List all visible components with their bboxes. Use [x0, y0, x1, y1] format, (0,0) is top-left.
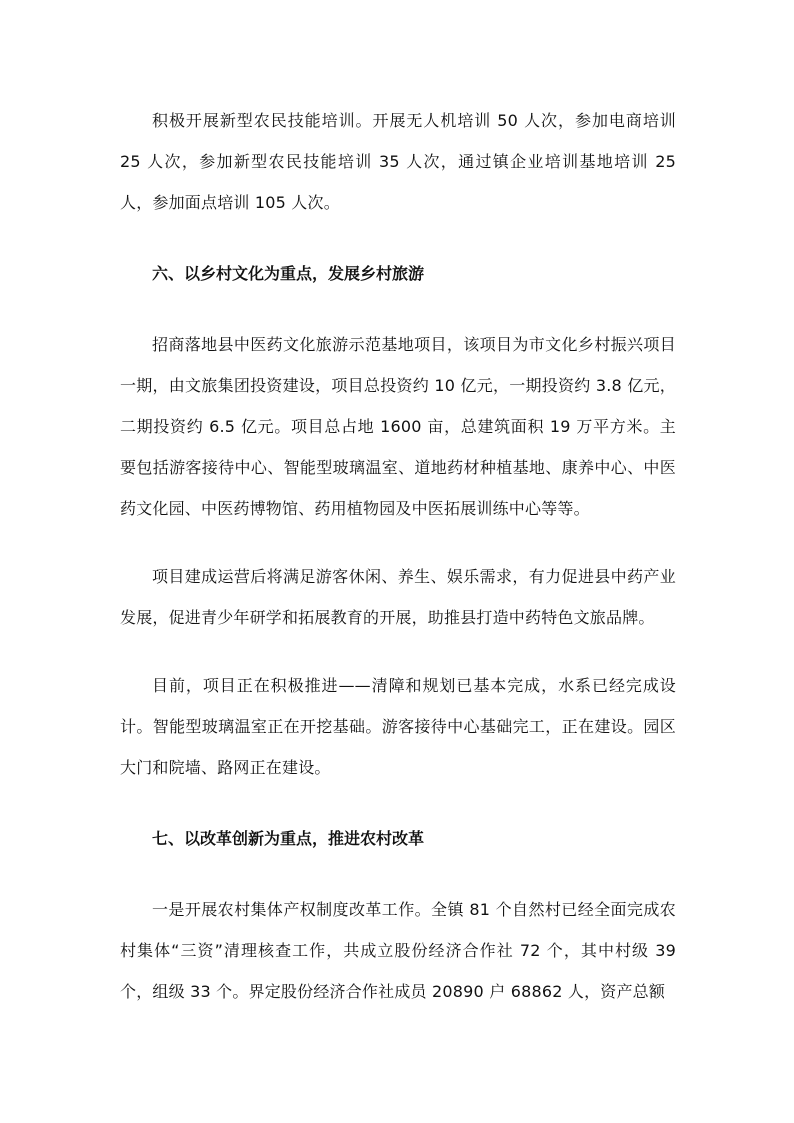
paragraph-project-progress: 目前，项目正在积极推进——清障和规划已基本完成，水系已经完成设计。智能型玻璃温室正在开挖基础。游客接待中心基础完工，正在建设。园区大门和院墙、路网正在建设。	[120, 676, 676, 777]
spacer	[120, 788, 676, 818]
paragraph-tcm-tourism-project: 招商落地县中医药文化旅游示范基地项目，该项目为市文化乡村振兴项目一期，由文旅集团投资建设，项目总投资约 10 亿元，一期投资约 3.8 亿元，二期投资约 6.5 亿元。项目总占地 1600 亩，总建筑面积 19 万平方米。主要包括游客接待中心、智能型玻璃温室、道地药材种植基地、康养中心、中医药文化园、中医药博物馆、药用植物园及中医拓展训练中心等等。	[120, 335, 676, 518]
paragraph-project-benefits: 项目建成运营后将满足游客休闲、养生、娱乐需求，有力促进县中药产业发展，促进青少年研学和拓展教育的开展，助推县打造中药特色文旅品牌。	[120, 567, 676, 627]
spacer	[120, 638, 676, 665]
spacer	[120, 294, 676, 324]
spacer	[120, 223, 676, 253]
spacer	[120, 859, 676, 889]
paragraph-farmer-training: 积极开展新型农民技能培训。开展无人机培训 50 人次，参加电商培训 25 人次，参加新型农民技能培训 35 人次，通过镇企业培训基地培训 25 人，参加面点培训 105 人次。	[120, 111, 676, 212]
section-7-heading: 七、以改革创新为重点，推进农村改革	[152, 829, 425, 848]
section-6-heading: 六、以乡村文化为重点，发展乡村旅游	[152, 264, 425, 283]
document-body	[120, 100, 676, 1012]
paragraph-collective-property-reform: 一是开展农村集体产权制度改革工作。全镇 81 个自然村已经全面完成农村集体“三资”清理核查工作，共成立股份经济合作社 72 个，其中村级 39 个，组级 33 个。界定股份经济合作社成员 20890 户 68862 人，资产总额	[120, 900, 676, 1001]
spacer	[120, 529, 676, 556]
